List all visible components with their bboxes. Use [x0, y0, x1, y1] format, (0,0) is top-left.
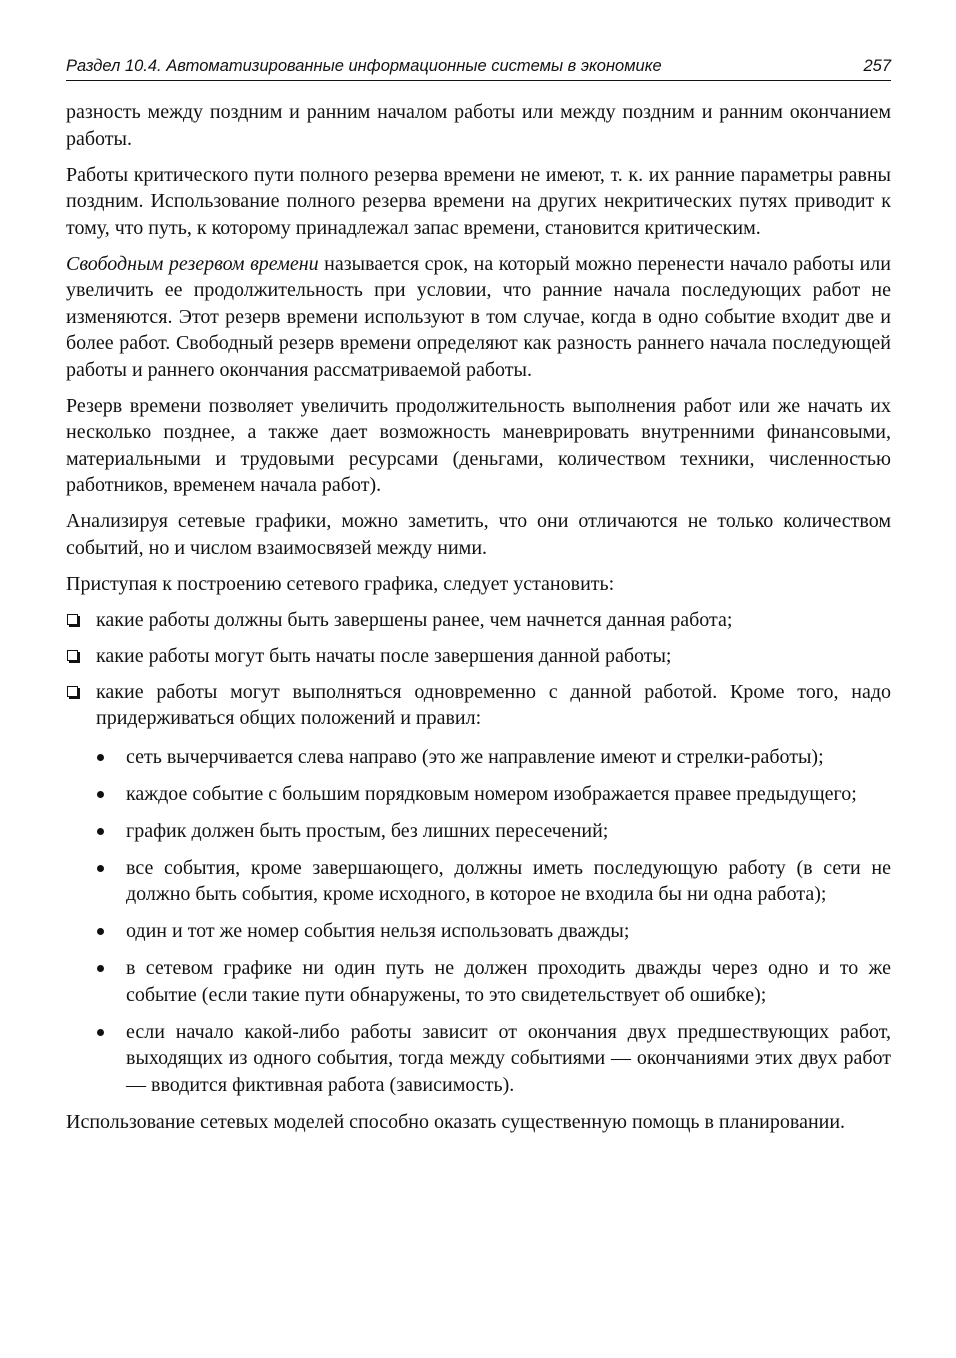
term-free-reserve: Свободным резервом времени [66, 252, 319, 275]
rule-item-text: график должен быть простым, без лишних пересечений; [126, 819, 609, 842]
paragraph-free-reserve [66, 251, 891, 384]
bullet-dot-icon [97, 928, 104, 935]
checklist [66, 607, 891, 1099]
rule-item [96, 1019, 891, 1099]
checklist-item-text: какие работы могут быть начаты после завершения данной работы; [96, 644, 672, 667]
rule-item-text: в сетевом графике ни один путь не должен проходить дважды через одно и то же событие (если такие пути обнаружены, то это свидетельствует об ошибке); [126, 957, 891, 1006]
paragraph-reserve-benefits: Резерв времени позволяет увеличить продолжительность выполнения работ или же начать их несколько позднее, а также дает возможность маневрировать внутренними финансовыми, материальными и трудовыми ресурсами (деньгами, количеством техники, численностью работников, временем начала работ). [66, 394, 891, 496]
checkbox-bullet-icon [67, 614, 78, 625]
running-header [66, 54, 891, 81]
rule-item-text: все события, кроме завершающего, должны иметь последующую работу (в сети не должно быть события, кроме исходного, в которое не входила бы ни одна работа); [126, 856, 891, 905]
checklist-item-text: какие работы могут выполняться одновременно с данной работой. Кроме того, надо придерживаться общих положений и правил: [96, 680, 891, 729]
paragraph-network-analysis: Анализируя сетевые графики, можно заметить, что они отличаются не только количеством событий, но и числом взаимосвязей между ними. [66, 510, 891, 559]
checklist-item-text: какие работы должны быть завершены ранее, чем начнется данная работа; [96, 608, 733, 631]
rule-item-text: каждое событие с большим порядковым номером изображается правее предыдущего; [126, 782, 857, 805]
rule-item-text: один и тот же номер события нельзя использовать дважды; [126, 920, 630, 942]
book-page [66, 54, 891, 1145]
bullet-dot-icon [97, 1029, 104, 1036]
bullet-dot-icon [97, 754, 104, 761]
paragraph-closing: Использование сетевых моделей способно оказать существенную помощь в планировании. [66, 1110, 846, 1133]
paragraph-continuation: разность между поздним и ранним началом работы или между поздним и ранним окончанием работы. [66, 101, 891, 150]
rule-item [96, 955, 891, 1008]
rule-item [96, 818, 891, 845]
checklist-item [66, 643, 891, 670]
body-text [66, 99, 891, 1135]
paragraph-critical-path-reserve: Работы критического пути полного резерва времени не имеют, т. к. их ранние параметры равны поздним. Использование полного резерва времени на других некритических путях приводит к тому, что путь, к которому принадлежал запас времени, становится критическим. [66, 163, 891, 239]
paragraph-construction-intro: Приступая к построению сетевого графика, следует установить: [66, 572, 615, 595]
rule-item [96, 781, 891, 808]
section-title: Раздел 10.4. Автоматизированные информационные системы в экономике [66, 57, 662, 75]
rule-item [96, 918, 891, 945]
checklist-item [66, 679, 891, 1099]
bullet-dot-icon [97, 791, 104, 798]
bullet-dot-icon [97, 828, 104, 835]
free-reserve-definition: называется срок, на который можно перенести начало работы или увеличить ее продолжительность при условии, что ранние начала последующих работ не изменяются. Этот резерв времени используют в том случае, когда в одно событие входит две и более работ. Свободный резерв времени определяют как разность раннего начала последующей работы и раннего окончания рассматриваемой работы. [66, 252, 891, 381]
rule-item-text: сеть вычерчивается слева направо (это же направление имеют и стрелки-работы); [126, 745, 824, 768]
bullet-dot-icon [97, 965, 104, 972]
page-number: 257 [863, 57, 891, 75]
rule-item [96, 855, 891, 908]
checkbox-bullet-icon [67, 686, 78, 697]
rule-item [96, 744, 891, 771]
checklist-item [66, 607, 891, 634]
bullet-dot-icon [97, 865, 104, 872]
checkbox-bullet-icon [67, 650, 78, 661]
rules-list [96, 744, 891, 1099]
rule-item-text: если начало какой-либо работы зависит от окончания двух предшествующих работ, выходящих из одного события, тогда между событиями — окончаниями этих двух работ — вводится фиктивная работа (зависимость). [126, 1020, 891, 1096]
